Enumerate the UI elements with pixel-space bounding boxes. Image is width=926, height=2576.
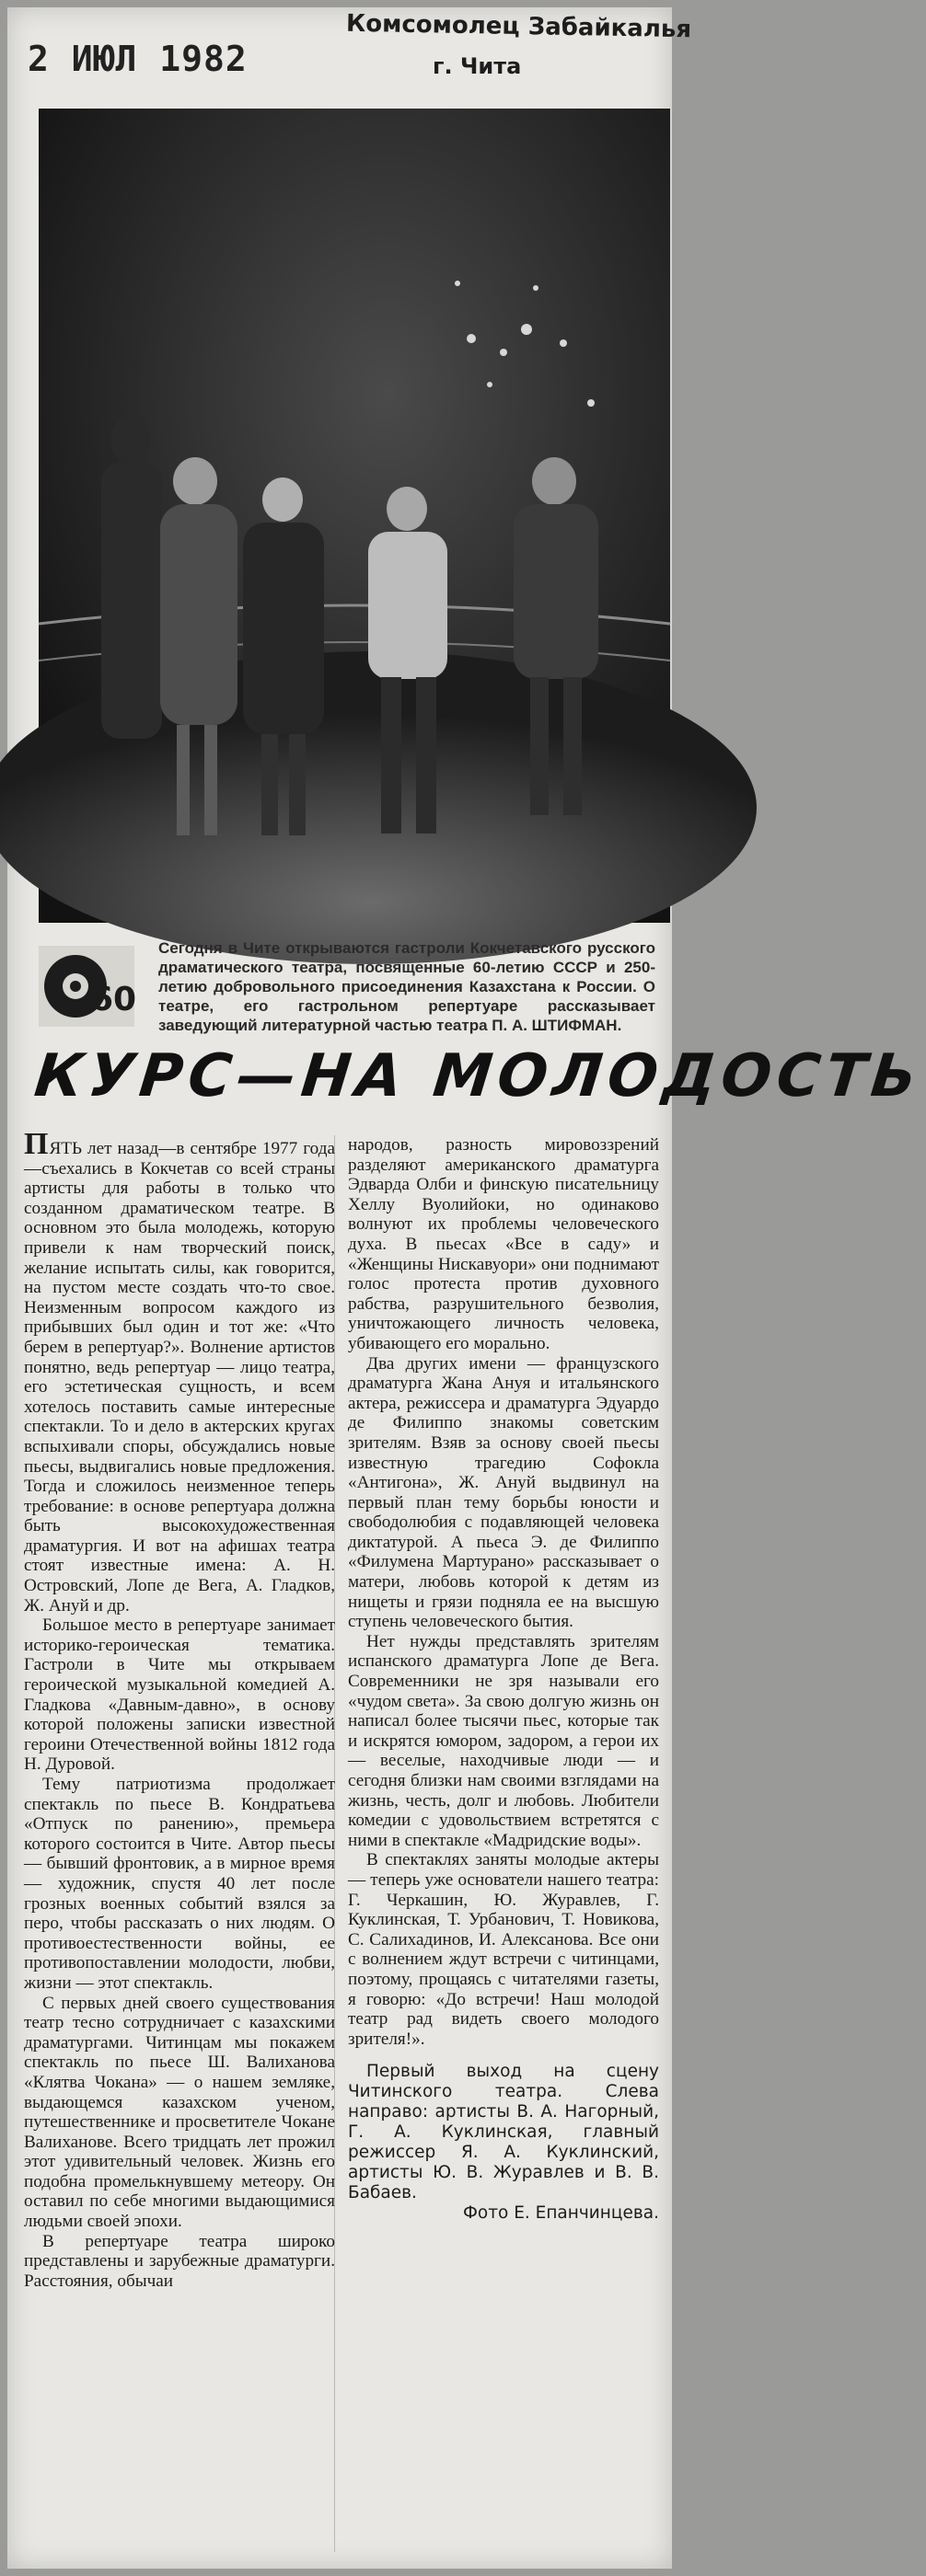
drop-cap: П: [24, 1127, 50, 1161]
article-headline: КУРС—НА МОЛОДОСТЬ: [31, 1042, 926, 1110]
badge-number: 60: [90, 981, 137, 1018]
paragraph: Два других имени — французского драматурга Жана Ануя и итальянского актера, режиссера и драматурга Эдуардо де Филиппо знакомы советским зрителям. Взяв за основу своей пьесы известную трагедию Софокла «Антигона», Ж. Ануй выдвинул на первый план тему борьбы юности и свободолюбия с подавляющей человека диктатурой. А пьеса Э. де Филиппо «Филумена Мартурано» рассказывает о матери, любовь которой к детям из нищеты и грязи подняла ее на высшую ступень человеческого бытия.: [348, 1353, 659, 1632]
paragraph: Большое место в репертуаре занимает историко-героическая тематика. Гастроли в Чите мы открываем героической музыкальной комедией А. Гладкова «Давным-давно», в основу которой положены записки известной героини Отечественной войны 1812 года Н. Дуровой.: [24, 1616, 335, 1775]
paragraph: В репертуаре театра широко представлены и зарубежные драматурги. Расстояния, обычаи: [24, 2231, 335, 2291]
stamp-newspaper-name: Комсомолец Забайкалья: [345, 9, 692, 44]
caption-text: Сегодня в Чите открываются гастроли Кокчетавского русского драматического театра, посвященные 60-летию СССР и 250-летию добровольного присоединения Казахстана к России. О театре, его гастрольном репертуаре рассказывает заведующий литературной частью театра П. А. ШТИФМАН.: [158, 939, 655, 1034]
photo-credit: Фото Е. Епанчинцева.: [462, 2203, 659, 2224]
article-column-left: [24, 1127, 335, 2561]
paragraph: [24, 1127, 335, 1616]
archive-stamp: [7, 9, 692, 112]
stamp-date: 2 ИЮЛ 1982: [28, 39, 248, 79]
paragraph: народов, разность мировоззрений разделяют американского драматурга Эдварда Олби и финскую писательницу Хеллу Вуолийоки, но одинаково волнуют их проблемы человеческого духа. В пьесах «Все в саду» и «Женщины Нискавуори» они поднимают голос протеста против духовного рабства, разрушительного безволия, уничтожающего личность человека, убивающего его морально.: [348, 1135, 659, 1353]
paragraph: Нет нужды представлять зрителям испанского драматурга Лопе де Вега. Современники не зря называли его «чудом света». За свою долгую жизнь он написал более тысячи пьес, которые так и искрятся юмором, задором, а герои их — веселые, находчивые люди — и сегодня близки нам своими взглядами на жизнь, честь, долг и любовь. Любители комедии с удовольствием встретятся с ними в спектакле «Мадридские воды».: [348, 1631, 659, 1850]
paragraph: В спектаклях заняты молодые актеры — теперь уже основатели нашего театра: Г. Черкашин, Ю. Журавлев, Г. Куклинская, Т. Урбанович, Т. Новикова, С. Салихадинов, И. Алексанова. Все они с волнением ждут встречи с читинцами, поэтому, прощаясь с читателями газеты, я говорю: «До встречи! Наш молодой театр рад видеть своего молодого зрителя!».: [348, 1850, 659, 2049]
newspaper-clipping: [7, 7, 926, 2569]
paragraph: С первых дней своего существования театр тесно сотрудничает с казахскими драматургами. Читинцам мы покажем спектакль по пьесе Ш. Валиханова «Клятва Чокана» — о нашем земляке, выдающемся казахском ученом, путешественнике и просветителе Чокане Валиханове. Всего тридцать лет прожил этот удивительный человек. Жизнь его подобна промелькнувшему метеору. Он оставил по себе многими выдающимися людьми своей эпохи.: [24, 1993, 335, 2232]
paragraph-text: ЯТЬ лет назад—в сентябре 1977 года—съехались в Кокчетав со всей страны артисты для работы в только что созданном драматическом театре. В основном это была молодежь, которую привели к нам творческий поиск, желание испытать силы, как говорится, на пустом месте создать что-то свое. Неизменным вопросом каждого из прибывших был один и тот же: «Что берем в репертуар?». Волнение артистов понятно, ведь репертуар — лицо театра, его эстетическая сущность, и всем хотелось поставить самые интересные спектакли. То и дело в актерских кругах вспыхивали споры, обсуждались новые пьесы, выдвигались новые предложения. Тогда и сложилось неизменное теперь требование: в основе репертуара должна быть высокохудожественная драматургия. И вот на афишах театра стоят известные имена: А. Н. Островский, Лопе де Вега, А. Гладков, Ж. Ануй и др.: [24, 1139, 335, 1616]
stage-photo: [39, 109, 670, 923]
anniversary-60-badge: [39, 946, 137, 1027]
stage-photo-image: [39, 109, 670, 923]
stamp-city: г. Чита: [433, 53, 522, 79]
intro-caption: [39, 938, 670, 1040]
photo-caption: Первый выход на сцену Читинского театра. Слева направо: артисты В. А. Нагорный, Г. А. Куклинская, главный режиссер Я. А. Куклинский, артисты Ю. В. Журавлев и В. В. Бабаев.: [348, 2062, 659, 2203]
paragraph: Тему патриотизма продолжает спектакль по пьесе В. Кондратьева «Отпуск по ранению», премьера которого состоится в Чите. Автор пьесы — бывший фронтовик, а в мирное время — художник, спустя 40 лет после грозных военных событий взялся за перо, чтобы рассказать о них людям. О противоестественности войны, ее противопоставлении молодости, любви, жизни — этот спектакль.: [24, 1775, 335, 1993]
article-column-right: [348, 1135, 659, 2561]
